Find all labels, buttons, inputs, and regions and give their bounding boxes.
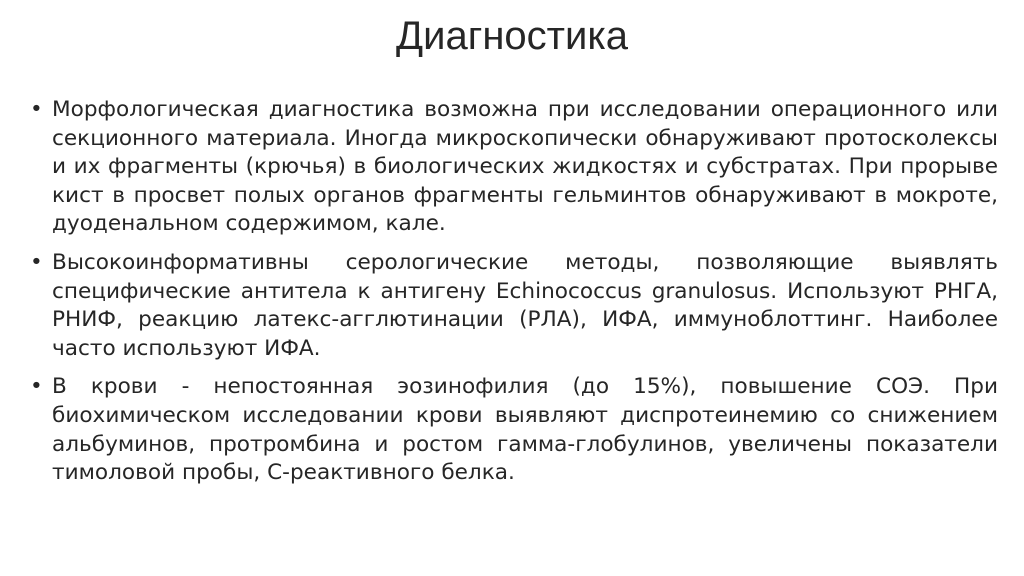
slide-title: Диагностика (396, 14, 628, 58)
bullet-item (30, 373, 998, 487)
bullet-item (30, 249, 998, 363)
bullet-text: Морфологическая диагностика возможна при исследовании операционного или секционного материала. Иногда микроскопически обнаруживают протосколексы и их фрагменты (крючья) в биологических жидкостях и субстратах. При прорыве кист в просвет полых органов фрагменты гельминтов обнаруживают в мокроте, дуоденальном содержимом, кале. (52, 97, 998, 237)
bullet-list (30, 96, 998, 498)
bullet-dot-icon: • (30, 249, 43, 275)
bullet-text: В крови - непостоянная эозинофилия (до 15%), повышение СОЭ. При биохимическом исследовании крови выявляют диспротеинемию со снижением альбуминов, протромбина и ростом гамма-глобулинов, увеличены показатели тимоловой пробы, С-реактивного белка. (52, 374, 998, 486)
bullet-dot-icon: • (30, 374, 43, 400)
bullet-text: Высокоинформативны серологические методы, позволяющие выявлять специфические антитела к антигену Echinococcus granulosus. Используют РНГА, РНИФ, реакцию латекс-агглютинации (РЛА), ИФА, иммуноблоттинг. Наиболее часто используют ИФА. (52, 249, 998, 361)
bullet-dot-icon: • (30, 97, 43, 122)
bullet-item (30, 96, 998, 239)
